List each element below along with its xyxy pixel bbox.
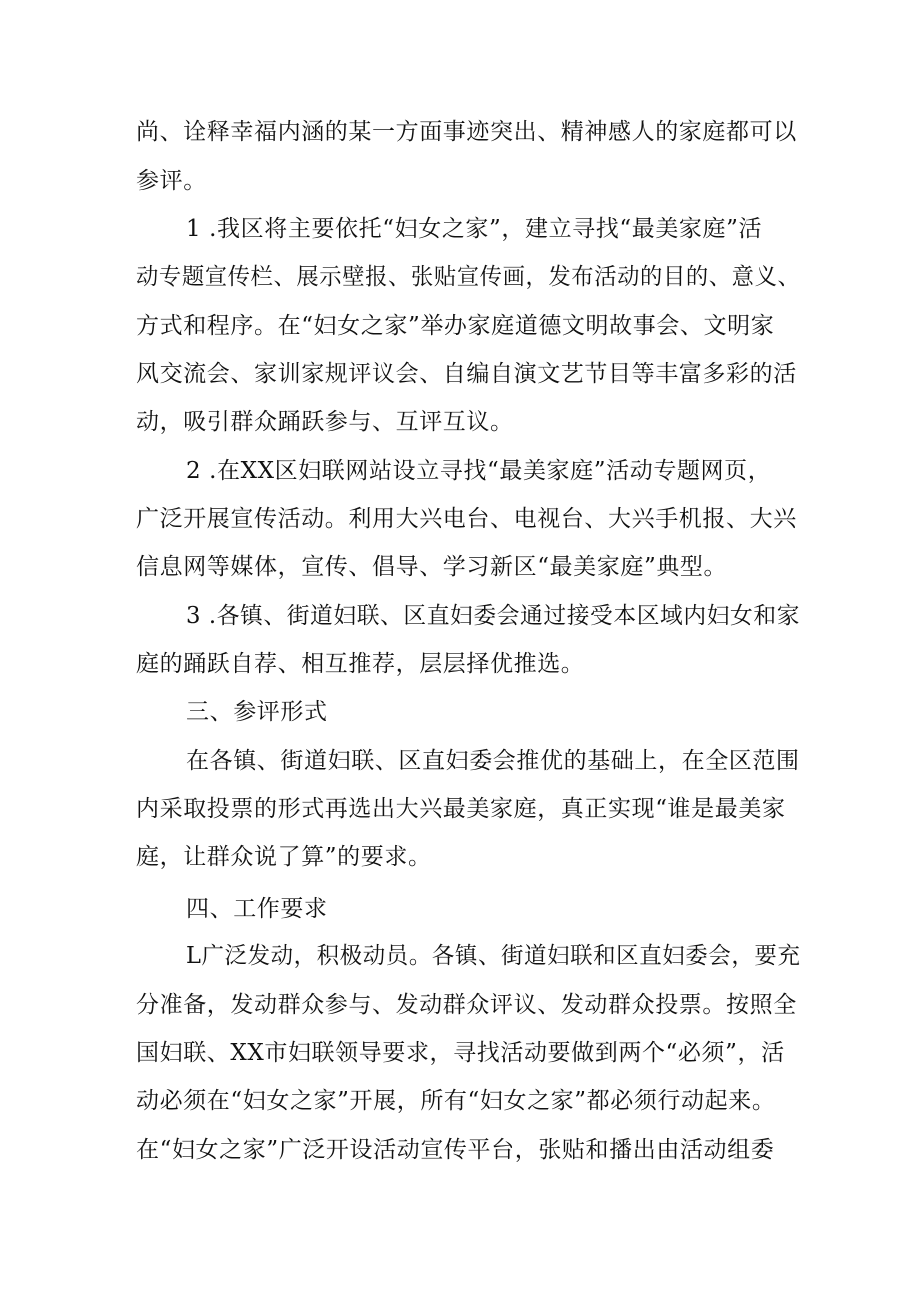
body-text-line: 在各镇、街道妇联、区直妇委会推优的基础上，在全区范围 [186,748,800,774]
body-text-line: 内采取投票的形式再选出大兴最美家庭，真正实现“谁是最美家 [136,796,786,822]
body-text-line: 在“妇女之家”广泛开设活动宣传平台，张贴和播出由活动组委 [136,1137,775,1163]
body-text-line: 动，吸引群众踊跃参与、互评互议。 [136,409,514,435]
body-text-line: 广泛开展宣传活动。利用大兴电台、电视台、大兴手机报、大兴 [136,506,797,532]
body-text-line: 参评。 [136,168,207,194]
body-text-line: 动必须在“妇女之家”开展，所有“妇女之家”都必须行动起来。 [136,1088,776,1114]
body-text-line: 分准备，发动群众参与、发动群众评议、发动群众投票。按照全 [136,992,797,1018]
body-text-line: 信息网等媒体，宣传、倡导、学习新区“最美家庭”典型。 [136,554,728,580]
body-text-line: L广泛发动，积极动员。各镇、街道妇联和区直妇委会，要充 [186,943,801,969]
body-text-line: 庭的踊跃自荐、相互推荐，层层择优推选。 [136,651,585,677]
section-heading-3: 三、参评形式 [186,699,328,725]
list-item-2-text: 2 .在XX区妇联网站设立寻找“最美家庭”活动专题网页， [186,458,772,484]
section-heading-4: 四、工作要求 [186,896,328,922]
body-text-line: 方式和程序。在“妇女之家”举办家庭道德文明故事会、文明家 [136,313,775,339]
body-text-line: 尚、诠释幸福内涵的某一方面事迹突出、精神感人的家庭都可以 [136,119,797,145]
list-item-3-text: 3 .各镇、街道妇联、区直妇委会通过接受本区域内妇女和家 [186,603,801,629]
body-text-line: 国妇联、XX市妇联领导要求，寻找活动要做到两个“必须”，活 [136,1040,785,1066]
body-text-line: 动专题宣传栏、展示壁报、张贴宣传画，发布活动的目的、意义、 [136,264,801,290]
body-text-line: 庭，让群众说了算”的要求。 [136,844,432,870]
list-item-1-text: 1 .我区将主要依托“妇女之家”，建立寻找“最美家庭”活 [186,216,763,242]
body-text-line: 风交流会、家训家规评议会、自编自演文艺节目等丰富多彩的活 [136,361,797,387]
